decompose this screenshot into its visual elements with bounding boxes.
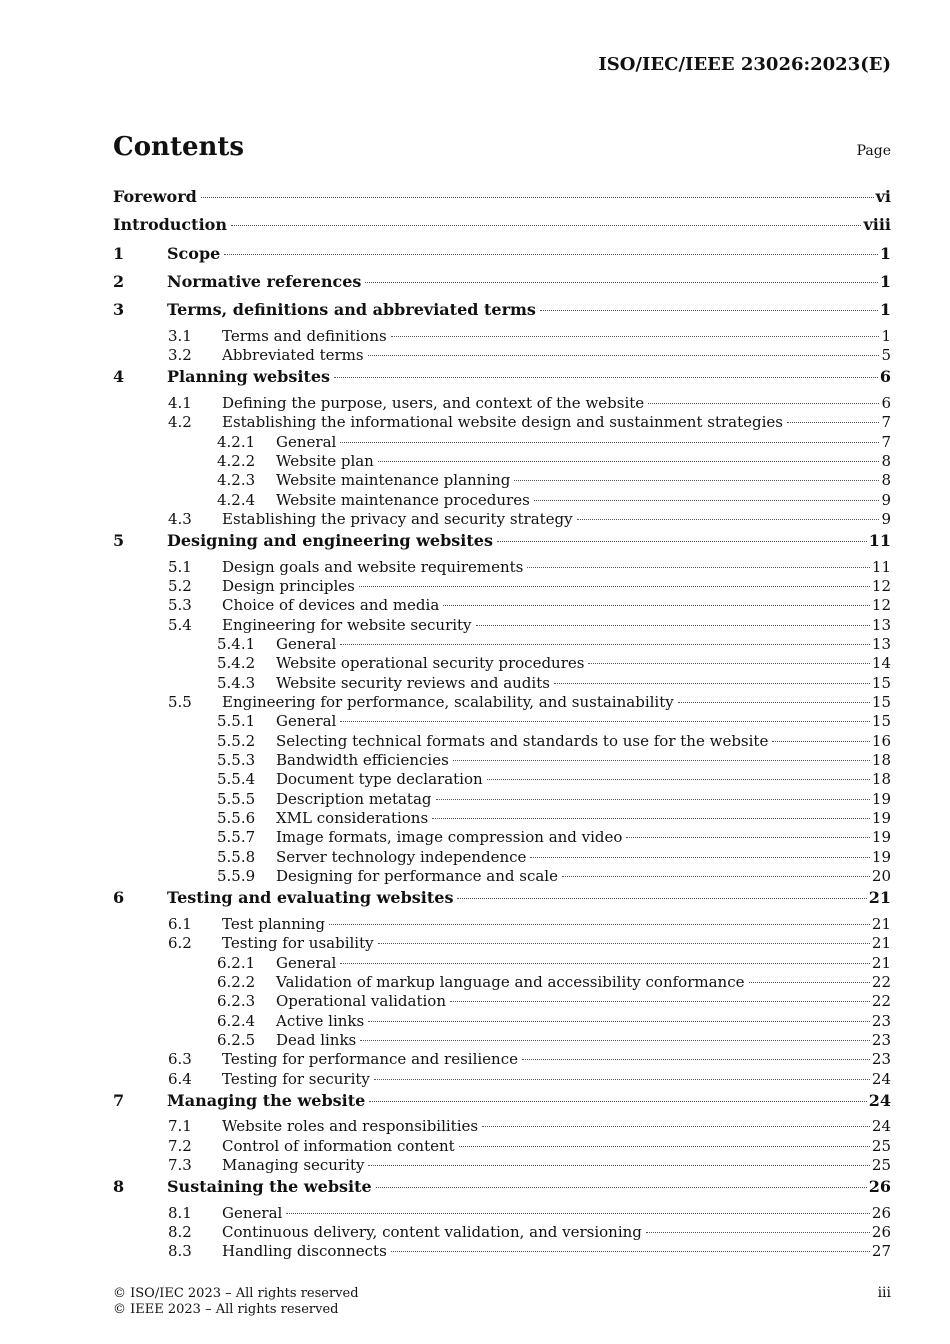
toc-entry-title[interactable]: Planning websites (167, 367, 331, 387)
toc-entry-number: 4.2.4 (217, 490, 256, 509)
toc-entry[interactable] (113, 751, 891, 770)
toc-entry-title[interactable]: Testing for usability (222, 934, 374, 953)
dot-leader (391, 335, 880, 337)
toc-entry[interactable] (113, 790, 891, 809)
toc-entry-page[interactable]: 26 (868, 1177, 891, 1197)
toc-entry-page[interactable]: 24 (868, 1090, 891, 1110)
toc-entry-page[interactable]: 21 (871, 953, 891, 972)
toc-entry-number: 8.2 (168, 1223, 192, 1242)
toc-entry-number: 5.5.3 (217, 751, 256, 770)
copyright-ieee: © IEEE 2023 – All rights reserved (113, 1302, 339, 1317)
toc-entry-title[interactable]: Design principles (222, 576, 355, 595)
toc-entry-number: 6.2.5 (217, 1030, 256, 1049)
toc-entry-title[interactable]: Managing security (222, 1156, 365, 1175)
toc-entry-number: 5.5.8 (217, 847, 256, 866)
toc-entry[interactable] (113, 770, 891, 789)
toc-entry-page[interactable]: 26 (871, 1223, 891, 1242)
toc-entry-title[interactable]: Abbreviated terms (222, 346, 364, 365)
toc-entry-number: 5.3 (168, 596, 192, 615)
toc-entry-page[interactable]: 18 (871, 751, 891, 770)
toc-entry[interactable] (113, 1031, 891, 1050)
toc-entry-number: 8.3 (168, 1242, 192, 1261)
toc-entry-page[interactable]: 23 (871, 1050, 891, 1069)
toc-entry-number: 4.2.2 (217, 451, 256, 470)
dot-leader (787, 421, 879, 423)
toc-entry-page[interactable]: 9 (881, 509, 891, 528)
toc-entry-title[interactable]: Design goals and website requirements (222, 557, 524, 576)
toc-entry-title[interactable]: Operational validation (276, 992, 446, 1011)
toc-entry-title[interactable]: Server technology independence (276, 847, 527, 866)
footer-copyright (113, 1286, 359, 1318)
toc-entry-number: 5.5.7 (217, 828, 256, 847)
toc-entry-number: 6.1 (168, 914, 192, 933)
toc-entry-page[interactable]: 1 (881, 326, 891, 345)
toc-entry-page[interactable]: 19 (871, 828, 891, 847)
dot-leader (359, 585, 870, 587)
toc-entry-title[interactable]: General (276, 712, 337, 731)
dot-leader (201, 196, 874, 198)
toc-entry[interactable] (113, 529, 891, 557)
toc-entry[interactable] (113, 1175, 891, 1203)
toc-entry-page[interactable]: 27 (871, 1242, 891, 1261)
dot-leader (286, 1212, 870, 1214)
toc-entry-title[interactable]: Website maintenance planning (276, 471, 511, 490)
toc-entry-page[interactable]: 18 (871, 770, 891, 789)
toc-entry-page[interactable]: 8 (881, 471, 891, 490)
toc-entry-title[interactable]: Designing for performance and scale (276, 867, 558, 886)
copyright-iso: © ISO/IEC 2023 – All rights reserved (113, 1286, 359, 1301)
toc-entry-title[interactable]: General (276, 432, 337, 451)
toc-entry-title[interactable]: Website security reviews and audits (276, 673, 550, 692)
dot-leader (514, 479, 879, 481)
toc-entry-number: 5.5.9 (217, 867, 256, 886)
dot-leader (340, 962, 870, 964)
toc-entry-title[interactable]: Engineering for performance, scalability, and sustainability (222, 693, 674, 712)
dot-leader (678, 701, 870, 703)
dot-leader (646, 1231, 870, 1233)
toc-entry-page[interactable]: 6 (881, 393, 891, 412)
toc-entry-title[interactable]: Document type declaration (276, 770, 483, 789)
toc-entry-number: 6 (113, 888, 125, 908)
toc-entry[interactable] (113, 491, 891, 510)
toc-entry[interactable] (113, 1089, 891, 1117)
toc-entry-page[interactable]: 20 (871, 867, 891, 886)
toc-entry-title[interactable]: Testing for security (222, 1069, 370, 1088)
dot-leader (224, 253, 878, 255)
toc-entry[interactable] (113, 973, 891, 992)
dot-leader (530, 856, 869, 858)
toc-entry-page[interactable]: 9 (881, 490, 891, 509)
toc-entry-page[interactable]: 15 (871, 693, 891, 712)
toc-entry-number: 3.2 (168, 346, 192, 365)
dot-leader (562, 875, 870, 877)
dot-leader (626, 836, 869, 838)
toc-entry[interactable] (113, 954, 891, 973)
toc-entry-title[interactable]: General (276, 635, 337, 653)
toc-entry[interactable] (113, 867, 891, 886)
dot-leader (340, 643, 870, 645)
toc-entry[interactable] (113, 712, 891, 731)
toc-entry-title[interactable]: Establishing the informational website design and sustainment strategies (222, 413, 783, 432)
dot-leader (648, 402, 879, 404)
toc-entry[interactable] (113, 1223, 891, 1242)
toc-entry-page[interactable]: 19 (871, 789, 891, 808)
toc-entry[interactable] (113, 596, 891, 615)
dot-leader (365, 281, 877, 283)
toc-entry-number: 4.2.3 (217, 471, 256, 490)
toc-entry[interactable] (113, 242, 891, 270)
toc-entry[interactable] (113, 510, 891, 529)
toc-entry[interactable] (113, 1137, 891, 1156)
toc-entry[interactable] (113, 635, 891, 654)
toc-entry-title[interactable]: Website operational security procedures (276, 654, 585, 673)
toc-entry-title[interactable]: Website roles and responsibilities (222, 1117, 479, 1136)
toc-entry-title[interactable]: Handling disconnects (222, 1242, 387, 1261)
toc-entry-number: 5.4.3 (217, 673, 256, 692)
toc-entry-title[interactable]: Terms, definitions and abbreviated terms (167, 300, 536, 320)
toc-entry-title[interactable]: Establishing the privacy and security strategy (222, 509, 573, 528)
dot-leader (588, 662, 869, 664)
toc-entry[interactable] (113, 1050, 891, 1069)
toc-entry-title[interactable]: Defining the purpose, users, and context of the website (222, 393, 645, 412)
toc-entry[interactable] (113, 1204, 891, 1223)
toc-entry-title[interactable]: General (222, 1203, 283, 1222)
toc-entry[interactable] (113, 213, 891, 241)
toc-entry-page[interactable]: 23 (871, 1030, 891, 1049)
toc-entry-number: 5.5.5 (217, 789, 256, 808)
toc-entry-number: 6.2.3 (217, 992, 256, 1011)
toc-entry-page[interactable]: 24 (871, 1069, 891, 1088)
toc-entry[interactable] (113, 577, 891, 596)
toc-entry-title[interactable]: Foreword (113, 187, 197, 206)
table-of-contents (113, 185, 891, 1262)
toc-entry-page[interactable]: vi (875, 187, 891, 206)
toc-entry[interactable] (113, 413, 891, 432)
toc-entry-number: 5.5.2 (217, 731, 256, 750)
dot-leader (376, 1186, 867, 1188)
toc-entry[interactable] (113, 1012, 891, 1031)
toc-entry-number: 5.5.4 (217, 770, 256, 789)
dot-leader (554, 682, 870, 684)
dot-leader (459, 1145, 870, 1147)
dot-leader (497, 540, 867, 542)
dot-leader (487, 778, 870, 780)
toc-entry[interactable] (113, 346, 891, 365)
toc-entry[interactable] (113, 732, 891, 751)
toc-entry-page[interactable]: 21 (871, 914, 891, 933)
toc-entry-number: 7.2 (168, 1136, 192, 1155)
dot-leader (374, 1078, 870, 1080)
dot-leader (476, 624, 870, 626)
toc-entry-number: 5.5.1 (217, 712, 256, 731)
toc-entry[interactable] (113, 616, 891, 635)
page-number: iii (877, 1285, 891, 1301)
toc-entry-page[interactable]: 1 (879, 271, 891, 291)
toc-entry-title[interactable]: General (276, 953, 337, 972)
toc-entry-page[interactable]: 22 (871, 992, 891, 1011)
toc-entry-title[interactable]: Sustaining the website (167, 1177, 372, 1197)
toc-entry-page[interactable]: 15 (871, 673, 891, 692)
toc-entry-number: 7 (113, 1090, 125, 1110)
toc-entry-number: 6.4 (168, 1069, 192, 1088)
toc-entry-number: 6.2.1 (217, 953, 256, 972)
toc-entry-number: 4.2.1 (217, 432, 256, 451)
toc-entry-page[interactable]: 16 (871, 731, 891, 750)
toc-entry-page[interactable]: 21 (868, 888, 891, 908)
toc-entry-number: 5.2 (168, 576, 192, 595)
toc-entry[interactable] (113, 1242, 891, 1261)
toc-entry[interactable] (113, 185, 891, 213)
toc-entry-title[interactable]: Introduction (113, 215, 227, 235)
toc-entry-number: 6.2.4 (217, 1011, 256, 1030)
toc-entry-title[interactable]: Terms and definitions (222, 326, 387, 345)
toc-entry[interactable] (113, 992, 891, 1011)
toc-entry-number: 1 (113, 243, 125, 263)
dot-leader (340, 441, 879, 443)
toc-entry-number: 8 (113, 1177, 125, 1197)
toc-entry[interactable] (113, 394, 891, 413)
dot-leader (334, 376, 878, 378)
page-column-label: Page (856, 143, 891, 159)
toc-entry-page[interactable]: 6 (879, 367, 891, 387)
toc-entry[interactable] (113, 828, 891, 847)
toc-entry-number: 6.2.2 (217, 972, 256, 991)
dot-leader (368, 1020, 870, 1022)
toc-entry-page[interactable]: 7 (881, 432, 891, 451)
toc-entry[interactable] (113, 298, 891, 326)
toc-entry-title[interactable]: Testing and evaluating websites (167, 888, 454, 908)
toc-entry-title[interactable]: Scope (167, 243, 221, 263)
toc-entry-title[interactable]: XML considerations (276, 809, 429, 828)
toc-entry-number: 4.2 (168, 413, 192, 432)
toc-entry-page[interactable]: 15 (871, 712, 891, 731)
toc-entry-number: 4 (113, 367, 125, 387)
dot-leader (436, 798, 870, 800)
toc-entry-number: 7.1 (168, 1117, 192, 1136)
dot-leader (391, 1250, 870, 1252)
toc-entry-title[interactable]: Image formats, image compression and video (276, 828, 623, 847)
toc-entry-title[interactable]: Testing for performance and resilience (222, 1050, 518, 1069)
dot-leader (368, 1164, 869, 1166)
toc-entry-number: 3 (113, 300, 125, 320)
toc-entry-page[interactable]: 8 (881, 451, 891, 470)
dot-leader (482, 1125, 870, 1127)
toc-entry-page[interactable]: 25 (871, 1136, 891, 1155)
toc-entry-page[interactable]: 25 (871, 1156, 891, 1175)
toc-entry-number: 6.2 (168, 934, 192, 953)
toc-entry[interactable] (113, 809, 891, 828)
toc-entry[interactable] (113, 558, 891, 577)
toc-entry-number: 5.4.1 (217, 635, 256, 653)
toc-entry-page[interactable]: 12 (871, 576, 891, 595)
toc-entry-number: 5.1 (168, 557, 192, 576)
toc-entry-title[interactable]: Engineering for website security (222, 615, 472, 634)
dot-leader (450, 1000, 870, 1002)
dot-leader (360, 1039, 870, 1041)
toc-entry-number: 5.4.2 (217, 654, 256, 673)
toc-entry-page[interactable]: 13 (871, 615, 891, 634)
toc-entry-title[interactable]: Bandwidth efficiencies (276, 751, 449, 770)
toc-entry-number: 5.5.6 (217, 809, 256, 828)
toc-entry[interactable] (113, 654, 891, 673)
dot-leader (772, 740, 870, 742)
toc-entry[interactable] (113, 1070, 891, 1089)
dot-leader (540, 309, 878, 311)
toc-entry-number: 3.1 (168, 326, 192, 345)
toc-entry-number: 6.3 (168, 1050, 192, 1069)
dot-leader (329, 923, 870, 925)
dot-leader (368, 354, 880, 356)
toc-entry[interactable] (113, 452, 891, 471)
toc-entry-page[interactable]: 19 (871, 809, 891, 828)
toc-entry-title[interactable]: Validation of markup language and accessibility conformance (276, 972, 745, 991)
toc-entry-number: 5.5 (168, 693, 192, 712)
toc-entry-number: 5.4 (168, 615, 192, 634)
toc-entry-number: 8.1 (168, 1203, 192, 1222)
toc-entry-number: 4.1 (168, 393, 192, 412)
toc-entry[interactable] (113, 327, 891, 346)
dot-leader (443, 604, 870, 606)
toc-entry[interactable] (113, 693, 891, 712)
toc-entry-page[interactable]: 19 (871, 847, 891, 866)
contents-title: Contents (113, 132, 245, 162)
toc-entry-page[interactable]: 21 (871, 934, 891, 953)
toc-entry-page[interactable]: 23 (871, 1011, 891, 1030)
toc-entry[interactable] (113, 433, 891, 452)
toc-entry[interactable] (113, 934, 891, 953)
dot-leader (378, 460, 880, 462)
toc-entry-page[interactable]: viii (863, 215, 891, 235)
toc-entry-page[interactable]: 1 (879, 300, 891, 320)
toc-entry-number: 5 (113, 531, 125, 551)
toc-entry-title[interactable]: Website maintenance procedures (276, 490, 530, 509)
toc-entry-title[interactable]: Normative references (167, 271, 362, 291)
toc-entry-page[interactable]: 12 (871, 596, 891, 615)
toc-entry-page[interactable]: 7 (881, 413, 891, 432)
toc-entry-title[interactable]: Selecting technical formats and standards to use for the website (276, 731, 769, 750)
toc-entry-page[interactable]: 11 (871, 557, 891, 576)
dot-leader (577, 518, 880, 520)
dot-leader (231, 224, 862, 226)
standard-number: ISO/IEC/IEEE 23026:2023(E) (598, 54, 891, 75)
toc-entry-page[interactable]: 14 (871, 654, 891, 673)
dot-leader (457, 897, 866, 899)
dot-leader (527, 566, 870, 568)
dot-leader (749, 981, 870, 983)
toc-entry-page[interactable]: 22 (871, 972, 891, 991)
toc-entry-page[interactable]: 1 (879, 243, 891, 263)
toc-entry-title[interactable]: Choice of devices and media (222, 596, 440, 615)
toc-entry-number: 2 (113, 271, 125, 291)
dot-leader (432, 817, 870, 819)
toc-entry-page[interactable]: 11 (868, 531, 891, 551)
toc-entry[interactable] (113, 915, 891, 934)
dot-leader (378, 942, 870, 944)
dot-leader (369, 1100, 866, 1102)
toc-entry[interactable] (113, 270, 891, 298)
toc-entry[interactable] (113, 471, 891, 490)
toc-entry-title[interactable]: Test planning (222, 914, 325, 933)
toc-entry-title[interactable]: Managing the website (167, 1090, 366, 1110)
dot-leader (340, 720, 870, 722)
toc-entry-title[interactable]: Website plan (276, 451, 374, 470)
toc-entry-number: 4.3 (168, 509, 192, 528)
toc-entry-page[interactable]: 24 (871, 1117, 891, 1136)
toc-entry[interactable] (113, 365, 891, 393)
toc-entry-page[interactable]: 5 (881, 346, 891, 365)
dot-leader (522, 1058, 870, 1060)
toc-entry-title[interactable]: Control of information content (222, 1136, 455, 1155)
dot-leader (453, 759, 870, 761)
toc-entry[interactable] (113, 674, 891, 693)
toc-entry-title[interactable]: Active links (276, 1011, 365, 1030)
toc-entry-number: 7.3 (168, 1156, 192, 1175)
toc-entry[interactable] (113, 1156, 891, 1175)
toc-entry-title[interactable]: Description metatag (276, 789, 432, 808)
toc-entry[interactable] (113, 886, 891, 914)
toc-entry-page[interactable]: 13 (871, 635, 891, 653)
toc-entry-title[interactable]: Continuous delivery, content validation, and versioning (222, 1223, 642, 1242)
toc-entry[interactable] (113, 848, 891, 867)
toc-entry-title[interactable]: Designing and engineering websites (167, 531, 493, 551)
toc-entry[interactable] (113, 1117, 891, 1136)
toc-entry-page[interactable]: 26 (871, 1203, 891, 1222)
toc-entry-title[interactable]: Dead links (276, 1030, 357, 1049)
dot-leader (534, 499, 880, 501)
